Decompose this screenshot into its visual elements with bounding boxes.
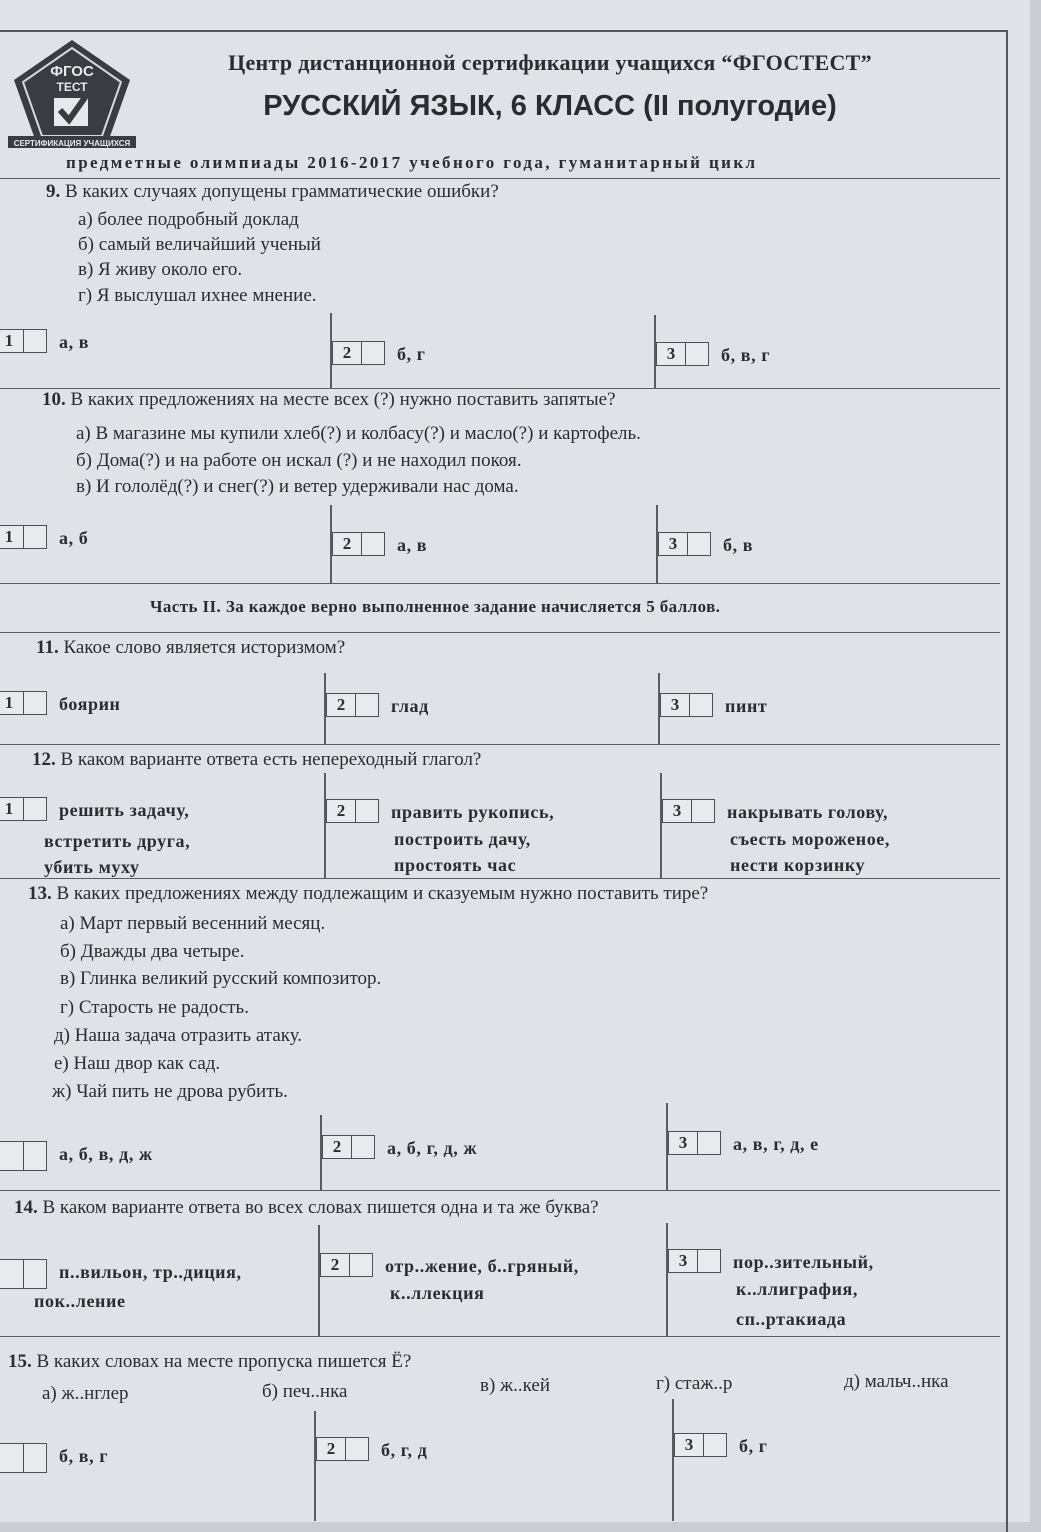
option: а) более подробный доклад bbox=[78, 209, 299, 230]
question-text: В каких случаях допущены грамматические ошибки? bbox=[65, 181, 499, 202]
answer-line: отр..жение, б..гряный, bbox=[385, 1256, 579, 1276]
logo-text-top: ФГОС bbox=[50, 63, 94, 80]
option: б) печ..нка bbox=[262, 1381, 348, 1402]
answer-label: пинт bbox=[725, 696, 768, 716]
answer-line: нести корзинку bbox=[730, 855, 866, 875]
answer-option-3[interactable] bbox=[674, 1433, 768, 1459]
question-15 bbox=[0, 1336, 1000, 1523]
option: д) Наша задача отразить атаку. bbox=[54, 1025, 303, 1046]
option: б) Дома(?) и на работе он искал (?) и не находил покоя. bbox=[76, 450, 522, 471]
question-number: 14. bbox=[14, 1197, 38, 1218]
question-number: 13. bbox=[28, 883, 52, 904]
answer-checkbox[interactable]: 3 bbox=[668, 1131, 721, 1155]
answer-option-2[interactable] bbox=[322, 1135, 477, 1161]
answer-line: простоять час bbox=[394, 855, 517, 875]
page-title: РУССКИЙ ЯЗЫК, 6 КЛАСС (II полугодие) bbox=[263, 90, 837, 122]
answer-line: пор..зительный, bbox=[733, 1252, 874, 1272]
answer-checkbox[interactable]: 2 bbox=[326, 799, 379, 823]
answer-option-2[interactable] bbox=[326, 799, 554, 825]
answer-label: глад bbox=[391, 696, 429, 716]
question-10 bbox=[0, 388, 1000, 584]
answer-option-2[interactable] bbox=[316, 1437, 427, 1463]
question-text: В каких предложениях на месте всех (?) нужно поставить запятые? bbox=[70, 389, 616, 410]
option: а) Март первый весенний месяц. bbox=[60, 913, 326, 934]
answer-option-3[interactable] bbox=[662, 799, 888, 825]
answer-checkbox[interactable] bbox=[0, 1443, 47, 1473]
answer-checkbox[interactable]: 1 bbox=[0, 691, 47, 715]
option: г) Старость не радость. bbox=[60, 997, 249, 1018]
answer-checkbox[interactable]: 2 bbox=[332, 532, 385, 556]
answer-option-1[interactable] bbox=[0, 525, 88, 551]
question-text: В каком варианте ответа во всех словах пишется одна и та же буква? bbox=[42, 1197, 599, 1218]
question-number: 9. bbox=[46, 181, 61, 202]
question-text: Какое слово является историзмом? bbox=[63, 637, 346, 658]
answer-checkbox[interactable]: 2 bbox=[316, 1437, 369, 1461]
answer-checkbox[interactable]: 1 bbox=[0, 525, 47, 549]
answer-checkbox[interactable]: 2 bbox=[322, 1135, 375, 1159]
option: г) стаж..р bbox=[656, 1373, 733, 1394]
page-subtitle: предметные олимпиады 2016-2017 учебного года, гуманитарный цикл bbox=[66, 153, 758, 172]
answer-option-3[interactable] bbox=[658, 532, 753, 558]
question-number: 12. bbox=[32, 749, 56, 770]
question-13 bbox=[0, 878, 1000, 1191]
answer-checkbox[interactable]: 3 bbox=[656, 342, 709, 366]
question-14 bbox=[0, 1190, 1000, 1337]
answer-option-3[interactable] bbox=[656, 342, 770, 368]
option: б) самый величайший ученый bbox=[78, 234, 321, 255]
answer-line: править рукопись, bbox=[391, 802, 555, 822]
answer-label: а, в, г, д, е bbox=[733, 1134, 819, 1154]
question-text: В каких предложениях между подлежащим и сказуемым нужно поставить тире? bbox=[56, 883, 709, 904]
answer-option-3[interactable] bbox=[660, 693, 767, 719]
fgostest-logo bbox=[8, 36, 136, 152]
answer-checkbox[interactable]: 3 bbox=[662, 799, 715, 823]
logo-text-mid: ТЕСТ bbox=[56, 80, 88, 94]
answer-line: к..ллекция bbox=[390, 1283, 485, 1303]
option: в) Я живу около его. bbox=[78, 259, 243, 280]
part-2-heading: Часть II. За каждое верно выполненное задание начисляется 5 баллов. bbox=[150, 597, 721, 616]
answer-line: построить дачу, bbox=[394, 829, 531, 849]
answer-label: а, в bbox=[59, 332, 90, 352]
answer-label: а, б bbox=[59, 528, 89, 548]
option: е) Наш двор как сад. bbox=[54, 1053, 221, 1074]
question-12 bbox=[0, 744, 1000, 879]
answer-option-2[interactable] bbox=[326, 693, 429, 719]
option: в) И гололёд(?) и снег(?) и ветер удерживали нас дома. bbox=[76, 476, 519, 497]
answer-option-2[interactable] bbox=[332, 341, 426, 367]
question-number: 10. bbox=[42, 389, 66, 410]
question-number: 15. bbox=[8, 1351, 32, 1372]
answer-line: встретить друга, bbox=[44, 831, 191, 851]
answer-option-1[interactable] bbox=[0, 1141, 153, 1171]
answer-label: б, г, д bbox=[381, 1440, 428, 1460]
answer-option-1[interactable] bbox=[0, 329, 89, 355]
answer-line: съесть мороженое, bbox=[730, 829, 890, 849]
answer-label: б, г bbox=[397, 344, 426, 364]
answer-line: пок..ление bbox=[34, 1291, 126, 1311]
question-text: В каком варианте ответа есть непереходный глагол? bbox=[60, 749, 482, 770]
option: г) Я выслушал ихнее мнение. bbox=[78, 285, 317, 306]
answer-label: б, г bbox=[739, 1436, 768, 1456]
answer-checkbox[interactable]: 3 bbox=[658, 532, 711, 556]
option: б) Дважды два четыре. bbox=[60, 941, 245, 962]
answer-label: а, б, г, д, ж bbox=[387, 1138, 478, 1158]
org-name: Центр дистанционной сертификации учащихся “ФГОСТЕСТ” bbox=[228, 50, 872, 75]
answer-checkbox[interactable]: 1 bbox=[0, 329, 47, 353]
question-9 bbox=[0, 178, 1000, 389]
answer-label: а, б, в, д, ж bbox=[59, 1144, 153, 1164]
answer-checkbox[interactable]: 3 bbox=[660, 693, 713, 717]
answer-line: сп..ртакиада bbox=[736, 1309, 847, 1329]
answer-line: к..ллиграфия, bbox=[736, 1279, 858, 1299]
answer-option-3[interactable] bbox=[668, 1249, 874, 1275]
answer-option-2[interactable] bbox=[320, 1253, 579, 1279]
answer-checkbox[interactable]: 3 bbox=[668, 1249, 721, 1273]
answer-option-1[interactable] bbox=[0, 1443, 108, 1473]
question-number: 11. bbox=[36, 637, 59, 658]
answer-checkbox[interactable] bbox=[0, 1259, 47, 1289]
answer-checkbox[interactable]: 2 bbox=[320, 1253, 373, 1277]
answer-checkbox[interactable]: 2 bbox=[332, 341, 385, 365]
answer-checkbox[interactable]: 2 bbox=[326, 693, 379, 717]
option: а) В магазине мы купили хлеб(?) и колбасу(?) и масло(?) и картофель. bbox=[76, 423, 641, 444]
answer-label: б, в bbox=[723, 535, 754, 555]
answer-option-1[interactable] bbox=[0, 691, 121, 717]
answer-line: накрывать голову, bbox=[727, 802, 889, 822]
option: в) Глинка великий русский композитор. bbox=[60, 968, 382, 989]
question-11 bbox=[0, 632, 1000, 745]
answer-line: убить муху bbox=[44, 857, 140, 877]
answer-label: б, в, г bbox=[59, 1446, 109, 1466]
logo-text-bottom: СЕРТИФИКАЦИЯ УЧАЩИХСЯ bbox=[13, 139, 131, 148]
answer-option-1[interactable] bbox=[0, 797, 189, 823]
answer-checkbox[interactable]: 1 bbox=[0, 797, 47, 821]
answer-option-3[interactable] bbox=[668, 1131, 819, 1157]
answer-line: п..вильон, тр..диция, bbox=[59, 1262, 242, 1282]
option: а) ж..нглер bbox=[42, 1383, 129, 1404]
option: ж) Чай пить не дрова рубить. bbox=[52, 1081, 288, 1102]
answer-checkbox[interactable]: 3 bbox=[674, 1433, 727, 1457]
answer-checkbox[interactable] bbox=[0, 1141, 47, 1171]
answer-label: б, в, г bbox=[721, 345, 771, 365]
answer-label: а, в bbox=[397, 535, 428, 555]
answer-label: боярин bbox=[59, 694, 121, 714]
option: д) мальч..нка bbox=[844, 1371, 949, 1392]
answer-line: решить задачу, bbox=[59, 800, 190, 820]
answer-option-1[interactable] bbox=[0, 1259, 242, 1289]
question-text: В каких словах на месте пропуска пишется Ё? bbox=[36, 1351, 412, 1372]
answer-option-2[interactable] bbox=[332, 532, 427, 558]
option: в) ж..кей bbox=[480, 1375, 551, 1396]
